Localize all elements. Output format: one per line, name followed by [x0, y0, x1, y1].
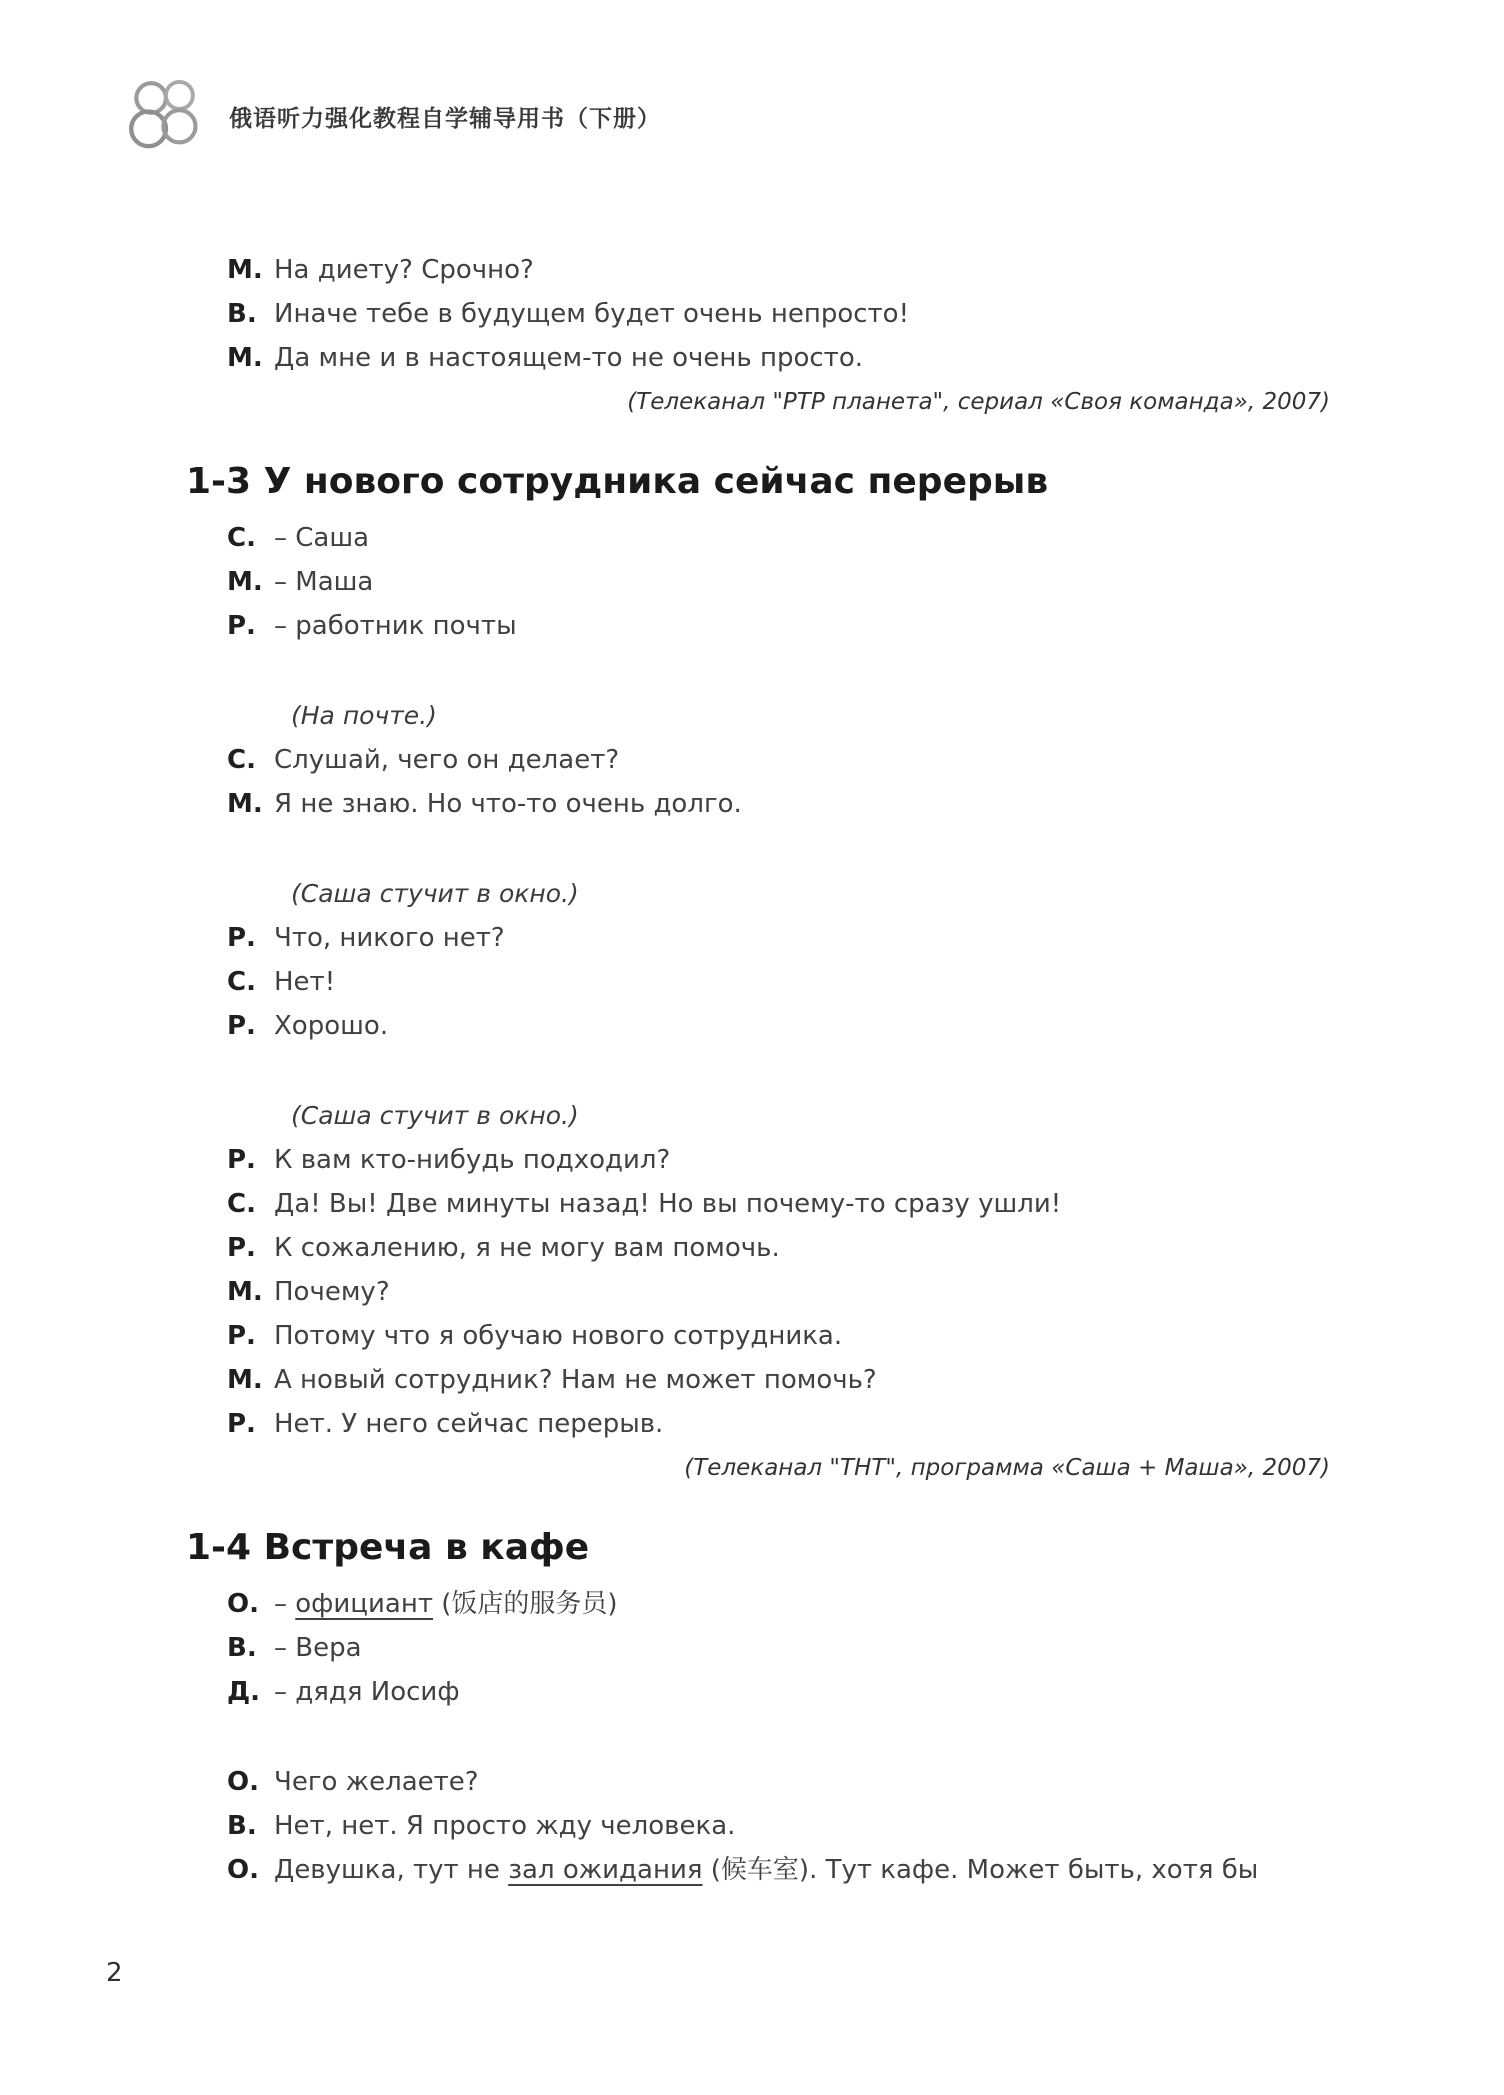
dialogue-line	[0, 738, 1504, 782]
dialogue-text: А новый сотрудник? Нам не может помочь?	[274, 1365, 877, 1395]
dialogue-text: Что, никого нет?	[274, 923, 505, 953]
speaker-label: Р.	[227, 923, 256, 953]
dialogue-text: На диету? Срочно?	[274, 255, 534, 285]
dialogue-line	[0, 1670, 1504, 1714]
dialogue-line	[0, 1760, 1504, 1804]
dialogue-line	[0, 1582, 1504, 1626]
speaker-label: Р.	[227, 1321, 256, 1351]
stage-direction: (Саша стучит в окно.)	[291, 1101, 579, 1130]
dialogue-line	[0, 1848, 1504, 1892]
dialogue-line	[0, 1402, 1504, 1446]
dialogue-line	[0, 1004, 1504, 1048]
speaker-label: Д.	[227, 1677, 261, 1707]
dialogue-text: Хорошо.	[274, 1011, 389, 1041]
dialogue-text: Потому что я обучаю нового сотрудника.	[274, 1321, 843, 1351]
underlined-term: официант	[295, 1589, 433, 1619]
dialogue-text: Почему?	[274, 1277, 390, 1307]
dialogue-text: Девушка, тут не зал ожидания (候车室). Тут кафе. Может быть, хотя бы	[274, 1855, 1259, 1885]
dialogue-line	[0, 1626, 1504, 1670]
speaker-label: С.	[227, 967, 256, 997]
dialogue-text: – Саша	[274, 523, 370, 553]
stage-direction: (Саша стучит в окно.)	[291, 879, 579, 908]
dialogue-text: Чего желаете?	[274, 1767, 479, 1797]
source-attribution: (Телеканал "РТР планета", сериал «Своя команда», 2007)	[627, 389, 1330, 415]
speaker-label: М.	[227, 343, 263, 373]
dialogue-text: Нет. У него сейчас перерыв.	[274, 1409, 664, 1439]
dialogue-line	[0, 1226, 1504, 1270]
spacer	[0, 826, 1504, 872]
dialogue-text: К сожалению, я не могу вам помочь.	[274, 1233, 780, 1263]
speaker-label: М.	[227, 789, 263, 819]
stage-direction: (На почте.)	[291, 701, 437, 730]
speaker-label: В.	[227, 299, 257, 329]
speaker-label: Р.	[227, 1233, 256, 1263]
dialogue-text: Нет!	[274, 967, 336, 997]
spacer	[0, 1048, 1504, 1094]
dialogue-text: К вам кто-нибудь подходил?	[274, 1145, 671, 1175]
publisher-logo-icon	[125, 80, 203, 152]
speaker-label: М.	[227, 255, 263, 285]
dialogue-text: – Маша	[274, 567, 374, 597]
source-attribution: (Телеканал "ТНТ", программа «Саша + Маша», 2007)	[684, 1455, 1330, 1481]
page-number: 2	[106, 1958, 123, 1988]
speaker-label: С.	[227, 745, 256, 775]
dialogue-line	[0, 1138, 1504, 1182]
dialogue-line	[0, 1182, 1504, 1226]
dialogue-text: Нет, нет. Я просто жду человека.	[274, 1811, 736, 1841]
dialogue-text: Да мне и в настоящем-то не очень просто.	[274, 343, 863, 373]
dialogue-line	[0, 1314, 1504, 1358]
speaker-label: О.	[227, 1855, 259, 1885]
book-title: 俄语听力强化教程自学辅导用书（下册）	[229, 105, 661, 132]
speaker-label: О.	[227, 1767, 259, 1797]
dialogue-text: – работник почты	[274, 611, 517, 641]
dialogue-text: Иначе тебе в будущем будет очень непросто!	[274, 299, 910, 329]
dialogue-line	[0, 1804, 1504, 1848]
underlined-term: зал ожидания	[508, 1855, 703, 1885]
speaker-label: Р.	[227, 611, 256, 641]
dialogue-line	[0, 336, 1504, 380]
speaker-label: С.	[227, 1189, 256, 1219]
speaker-label: М.	[227, 1277, 263, 1307]
dialogue-line	[0, 782, 1504, 826]
dialogue-line	[0, 560, 1504, 604]
speaker-label: С.	[227, 523, 256, 553]
dialogue-line	[0, 604, 1504, 648]
speaker-label: В.	[227, 1811, 257, 1841]
dialogue-line	[0, 916, 1504, 960]
dialogue-line	[0, 292, 1504, 336]
dialogue-text: Я не знаю. Но что-то очень долго.	[274, 789, 742, 819]
speaker-label: О.	[227, 1589, 259, 1619]
speaker-label: В.	[227, 1633, 257, 1663]
dialogue-line	[0, 1358, 1504, 1402]
speaker-label: Р.	[227, 1011, 256, 1041]
section-heading: 1-4 Встреча в кафе	[186, 1527, 590, 1568]
speaker-label: Р.	[227, 1145, 256, 1175]
dialogue-text: Да! Вы! Две минуты назад! Но вы почему-то сразу ушли!	[274, 1189, 1062, 1219]
speaker-label: М.	[227, 567, 263, 597]
dialogue-text: – дядя Иосиф	[274, 1677, 460, 1707]
dialogue-line	[0, 248, 1504, 292]
speaker-label: Р.	[227, 1409, 256, 1439]
dialogue-line	[0, 516, 1504, 560]
dialogue-text: – официант (饭店的服务员)	[274, 1589, 618, 1619]
content-lines	[0, 248, 1504, 1892]
dialogue-line	[0, 1270, 1504, 1314]
dialogue-line	[0, 960, 1504, 1004]
speaker-label: М.	[227, 1365, 263, 1395]
spacer	[0, 1714, 1504, 1760]
section-heading: 1-3 У нового сотрудника сейчас перерыв	[186, 461, 1049, 502]
spacer	[0, 648, 1504, 694]
dialogue-text: – Вера	[274, 1633, 362, 1663]
dialogue-text: Слушай, чего он делает?	[274, 745, 620, 775]
page-header	[125, 80, 661, 152]
